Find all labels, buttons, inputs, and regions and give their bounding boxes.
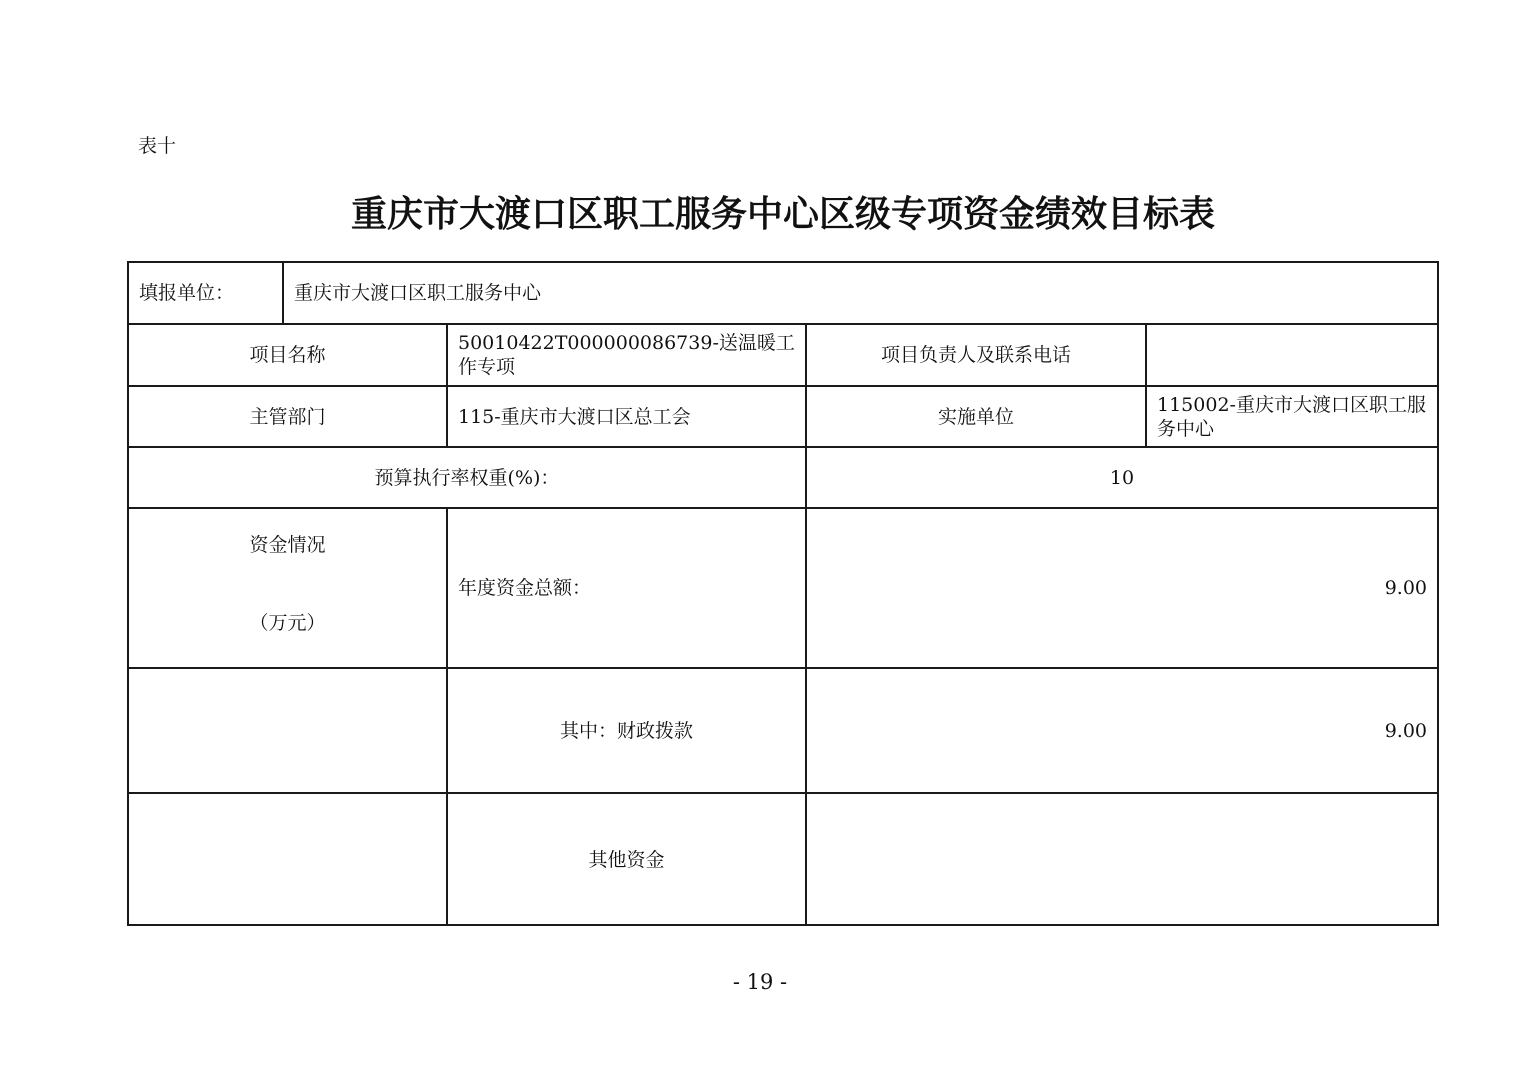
- project-manager-label: 项目负责人及联系电话: [805, 323, 1145, 385]
- department-label: 主管部门: [127, 385, 446, 446]
- performance-target-table: [127, 261, 1439, 926]
- document-title: 重庆市大渡口区职工服务中心区级专项资金绩效目标表: [350, 194, 1215, 235]
- funds-label: 资金情况: [249, 534, 326, 556]
- annual-total-label: 年度资金总额：: [446, 507, 805, 667]
- budget-weight-label: 预算执行率权重(%)：: [127, 446, 805, 507]
- implementing-unit-label: 实施单位: [805, 385, 1145, 446]
- other-funds-value: [805, 792, 1437, 926]
- project-name-label: 项目名称: [127, 323, 446, 385]
- table-right-border: [1437, 261, 1439, 926]
- annual-total-value: 9.00: [805, 507, 1437, 667]
- reporting-unit-label: 填报单位：: [127, 261, 282, 323]
- project-name-value: 50010422T000000086739-送温暖工作专项: [446, 323, 805, 385]
- funds-unit: （万元）: [249, 612, 326, 634]
- project-manager-value: [1145, 323, 1437, 385]
- funds-label-cell: [127, 507, 446, 667]
- fiscal-value: 9.00: [805, 667, 1437, 792]
- other-blank-cell: [127, 792, 446, 926]
- fiscal-label: 其中：财政拨款: [446, 667, 805, 792]
- other-funds-label: 其他资金: [446, 792, 805, 926]
- table-bottom-border: [127, 924, 1439, 926]
- budget-weight-value: 10: [805, 446, 1437, 507]
- department-value: 115-重庆市大渡口区总工会: [446, 385, 805, 446]
- page-number: - 19 -: [732, 970, 788, 994]
- implementing-unit-value: 115002-重庆市大渡口区职工服务中心: [1145, 385, 1437, 446]
- reporting-unit-value: 重庆市大渡口区职工服务中心: [282, 261, 1437, 323]
- table-label: 表十: [138, 135, 177, 157]
- fiscal-blank-cell: [127, 667, 446, 792]
